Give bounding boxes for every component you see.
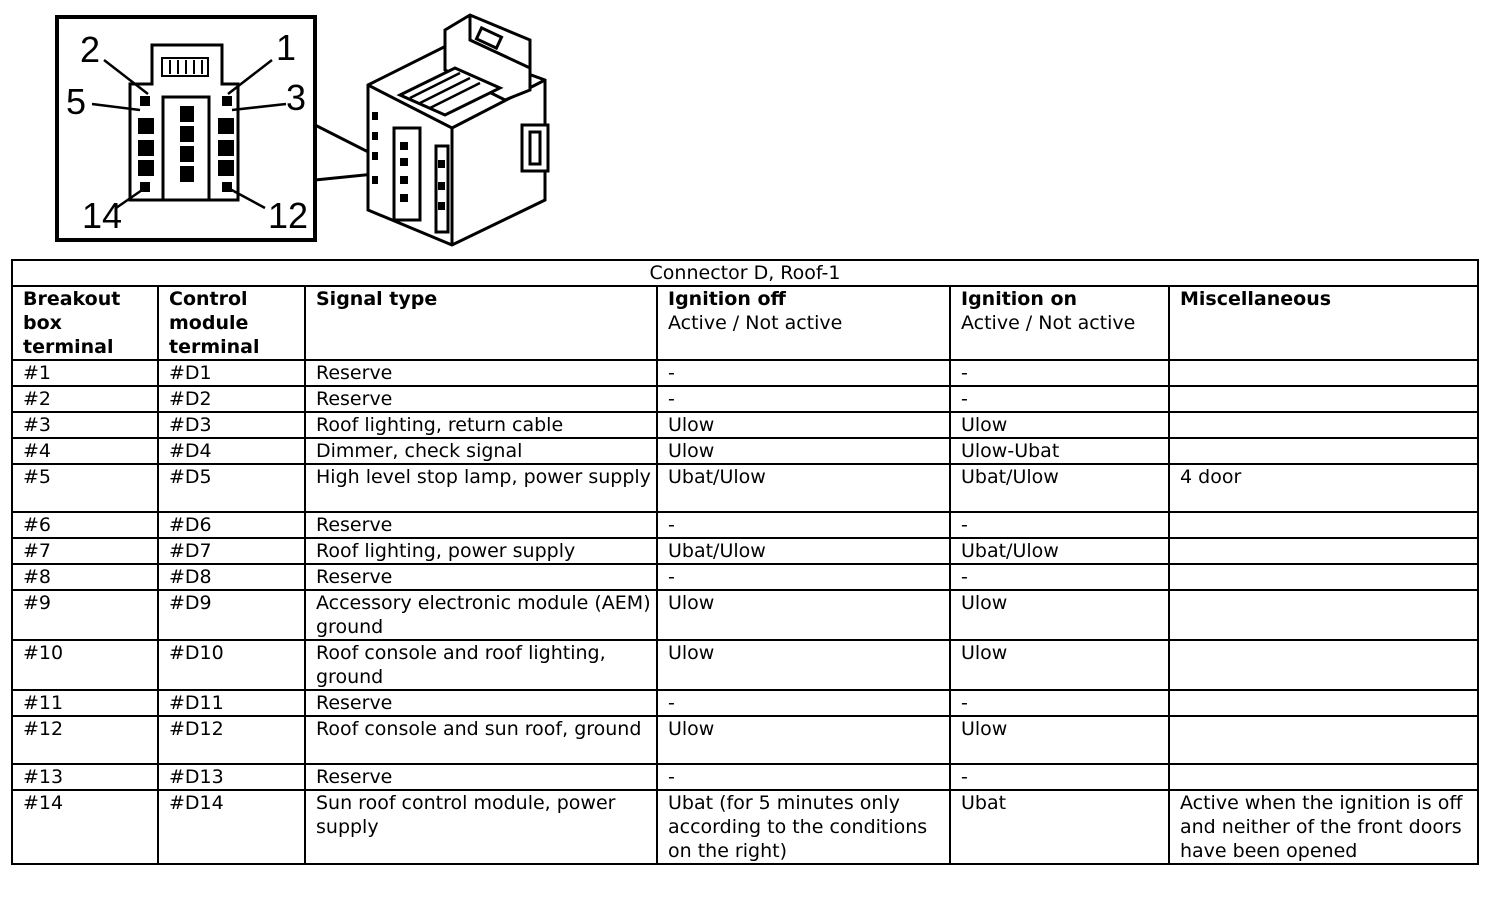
cell-breakout: #7 [12, 538, 158, 564]
cell-misc [1169, 512, 1478, 538]
cell-ign-on: - [950, 512, 1169, 538]
cell-control: #D6 [158, 512, 305, 538]
cell-ign-off: - [657, 564, 950, 590]
cell-signal: Roof lighting, power supply [305, 538, 657, 564]
header-breakout: Breakout box terminal [12, 286, 158, 360]
cell-ign-off: Ulow [657, 438, 950, 464]
cell-control: #D11 [158, 690, 305, 716]
cell-ign-on: - [950, 764, 1169, 790]
cell-ign-on: Ulow [950, 590, 1169, 640]
cell-control: #D1 [158, 360, 305, 386]
cell-breakout: #3 [12, 412, 158, 438]
cell-control: #D12 [158, 716, 305, 764]
cell-signal: Dimmer, check signal [305, 438, 657, 464]
cell-breakout: #11 [12, 690, 158, 716]
cell-signal: Accessory electronic module (AEM) ground [305, 590, 657, 640]
table-row [12, 438, 1478, 464]
header-ign-on: Ignition on Active / Not active [950, 286, 1169, 360]
cell-misc [1169, 590, 1478, 640]
cell-signal: Sun roof control module, power supply [305, 790, 657, 864]
table-title: Connector D, Roof-1 [12, 260, 1478, 286]
cell-control: #D5 [158, 464, 305, 512]
cell-misc [1169, 716, 1478, 764]
table-row [12, 464, 1478, 512]
cell-ign-on: - [950, 564, 1169, 590]
cell-ign-off: - [657, 360, 950, 386]
cell-signal: Reserve [305, 690, 657, 716]
cell-ign-on: - [950, 386, 1169, 412]
header-signal: Signal type [305, 286, 657, 360]
cell-misc [1169, 438, 1478, 464]
cell-signal: Roof console and roof lighting, ground [305, 640, 657, 690]
cell-breakout: #10 [12, 640, 158, 690]
cell-misc [1169, 764, 1478, 790]
table-row [12, 690, 1478, 716]
cell-ign-off: Ulow [657, 590, 950, 640]
table-row [12, 512, 1478, 538]
cell-misc: 4 door [1169, 464, 1478, 512]
cell-control: #D13 [158, 764, 305, 790]
cell-control: #D2 [158, 386, 305, 412]
cell-control: #D7 [158, 538, 305, 564]
cell-breakout: #4 [12, 438, 158, 464]
table-row [12, 386, 1478, 412]
cell-signal: Reserve [305, 512, 657, 538]
cell-ign-on: - [950, 690, 1169, 716]
cell-breakout: #12 [12, 716, 158, 764]
table-row [12, 590, 1478, 640]
cell-ign-on: Ulow [950, 716, 1169, 764]
cell-control: #D3 [158, 412, 305, 438]
cell-ign-off: - [657, 512, 950, 538]
cell-misc [1169, 640, 1478, 690]
cell-misc [1169, 386, 1478, 412]
cell-misc [1169, 564, 1478, 590]
cell-signal: Reserve [305, 764, 657, 790]
pin-label-2: 2 [80, 29, 101, 70]
pinout-table [11, 259, 1479, 865]
cell-ign-off: Ubat/Ulow [657, 464, 950, 512]
cell-ign-off: - [657, 764, 950, 790]
cell-ign-on: Ulow-Ubat [950, 438, 1169, 464]
cell-ign-off: Ubat (for 5 minutes only according to the conditions on the right) [657, 790, 950, 864]
cell-signal: Roof lighting, return cable [305, 412, 657, 438]
cell-breakout: #14 [12, 790, 158, 864]
cell-control: #D10 [158, 640, 305, 690]
cell-ign-on: Ubat [950, 790, 1169, 864]
cell-ign-off: - [657, 386, 950, 412]
cell-ign-on: Ulow [950, 412, 1169, 438]
cell-misc [1169, 360, 1478, 386]
cell-control: #D14 [158, 790, 305, 864]
cell-breakout: #8 [12, 564, 158, 590]
cell-ign-on: Ulow [950, 640, 1169, 690]
cell-breakout: #5 [12, 464, 158, 512]
cell-signal: Roof console and sun roof, ground [305, 716, 657, 764]
cell-signal: Reserve [305, 564, 657, 590]
cell-ign-on: Ubat/Ulow [950, 464, 1169, 512]
cell-ign-off: Ubat/Ulow [657, 538, 950, 564]
connector-3d-icon [368, 15, 548, 245]
table-row [12, 790, 1478, 864]
cell-breakout: #2 [12, 386, 158, 412]
table-row [12, 564, 1478, 590]
header-misc: Miscellaneous [1169, 286, 1478, 360]
header-control: Control module terminal [158, 286, 305, 360]
table-row [12, 716, 1478, 764]
cell-control: #D8 [158, 564, 305, 590]
cell-breakout: #13 [12, 764, 158, 790]
cell-signal: Reserve [305, 360, 657, 386]
table-header-row [12, 286, 1478, 360]
pin-label-12: 12 [268, 195, 309, 236]
pin-label-14: 14 [82, 195, 123, 236]
cell-misc: Active when the ignition is off and neither of the front doors have been opened [1169, 790, 1478, 864]
table-row [12, 538, 1478, 564]
cell-signal: Reserve [305, 386, 657, 412]
pin-label-1: 1 [276, 27, 297, 68]
table-row [12, 764, 1478, 790]
cell-ign-off: Ulow [657, 640, 950, 690]
cell-misc [1169, 538, 1478, 564]
cell-ign-off: Ulow [657, 716, 950, 764]
cell-control: #D9 [158, 590, 305, 640]
cell-control: #D4 [158, 438, 305, 464]
pin-label-5: 5 [66, 81, 87, 122]
table-row [12, 640, 1478, 690]
cell-breakout: #9 [12, 590, 158, 640]
cell-ign-off: - [657, 690, 950, 716]
cell-signal: High level stop lamp, power supply [305, 464, 657, 512]
cell-misc [1169, 690, 1478, 716]
cell-ign-off: Ulow [657, 412, 950, 438]
table-row [12, 412, 1478, 438]
header-ign-off: Ignition off Active / Not active [657, 286, 950, 360]
cell-ign-on: - [950, 360, 1169, 386]
cell-ign-on: Ubat/Ulow [950, 538, 1169, 564]
connector-diagram [0, 0, 640, 258]
table-row [12, 360, 1478, 386]
cell-breakout: #6 [12, 512, 158, 538]
pin-label-3: 3 [286, 77, 307, 118]
cell-misc [1169, 412, 1478, 438]
cell-breakout: #1 [12, 360, 158, 386]
